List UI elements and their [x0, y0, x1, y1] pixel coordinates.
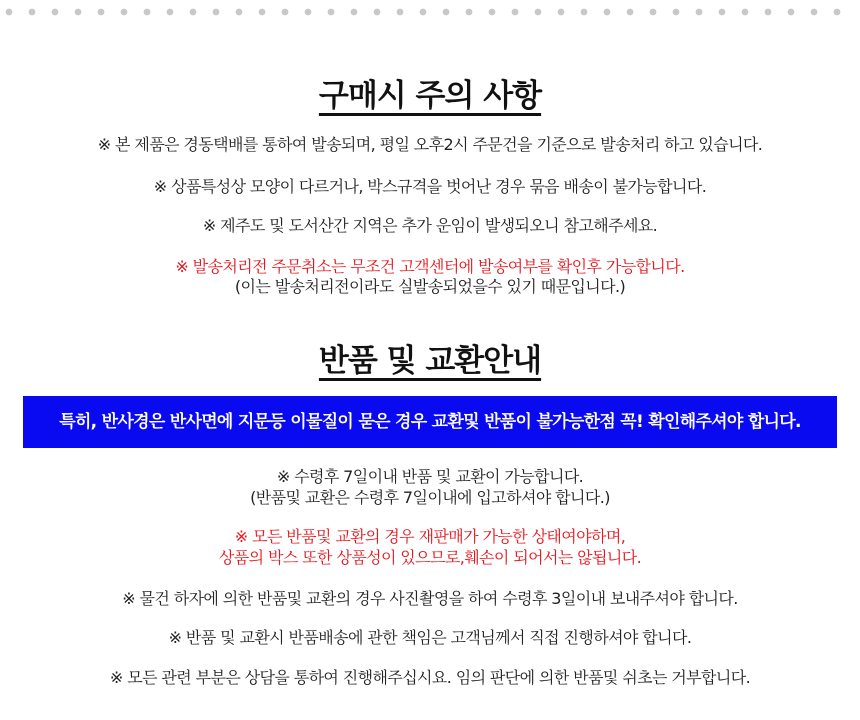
dotted-divider	[0, 4, 860, 20]
returns-line-period: ※ 수령후 7일이내 반품 및 교환이 가능합니다.	[276, 467, 584, 486]
returns-banner: 특히, 반사경은 반사면에 지문등 이물질이 묻은 경우 교환및 반품이 불가능한점 꼭! 확인해주셔야 합니다.	[23, 396, 837, 448]
divider-dot	[397, 9, 404, 16]
divider-dot	[374, 9, 381, 16]
notice-cancel-warning: ※ 발송처리전 주문취소는 무조건 고객센터에 발송여부를 확인후 가능합니다.	[175, 257, 685, 276]
notice-line-bundle: ※ 상품특성상 모양이 다르거나, 박스규격을 벗어난 경우 묶음 배송이 불가능합니다.	[153, 177, 707, 196]
divider-dot	[98, 9, 105, 16]
divider-dot	[673, 9, 680, 16]
notice-cancel-reason: (이는 발송처리전이라도 실발송되었을수 있기 때문입니다.)	[234, 277, 626, 296]
divider-dot	[604, 9, 611, 16]
divider-dot	[719, 9, 726, 16]
divider-dot	[75, 9, 82, 16]
divider-dot	[305, 9, 312, 16]
divider-dot	[259, 9, 266, 16]
divider-dot	[144, 9, 151, 16]
divider-dot	[466, 9, 473, 16]
divider-dot	[834, 9, 841, 16]
returns-warning-resale: ※ 모든 반품및 교환의 경우 재판매가 가능한 상태여야하며,	[234, 527, 626, 546]
returns-line-defect: ※ 물건 하자에 의한 반품및 교환의 경우 사진촬영을 하여 수령후 3일이내 보내주셔야 합니다.	[122, 589, 738, 608]
returns-line-shipping-responsibility: ※ 반품 및 교환시 반품배송에 관한 책임은 고객님께서 직접 진행하셔야 합니다.	[168, 628, 692, 647]
returns-title: 반품 및 교환안내	[318, 343, 542, 379]
divider-dot	[282, 9, 289, 16]
divider-dot	[650, 9, 657, 16]
divider-dot	[558, 9, 565, 16]
divider-dot	[351, 9, 358, 16]
divider-dot	[121, 9, 128, 16]
divider-dot	[581, 9, 588, 16]
divider-dot	[512, 9, 519, 16]
divider-dot	[811, 9, 818, 16]
divider-dot	[489, 9, 496, 16]
divider-dot	[535, 9, 542, 16]
notice-line-shipping: ※ 본 제품은 경동택배를 통하여 발송되며, 평일 오후2시 주문건을 기준으로 발송처리 하고 있습니다.	[97, 135, 763, 154]
divider-dot	[190, 9, 197, 16]
returns-line-period-sub: (반품및 교환은 수령후 7일이내에 입고하셔야 합니다.)	[250, 488, 610, 507]
divider-dot	[52, 9, 59, 16]
returns-warning-box: 상품의 박스 또한 상품성이 있으므로,훼손이 되어서는 않됩니다.	[218, 548, 642, 567]
divider-dot	[236, 9, 243, 16]
divider-dot	[420, 9, 427, 16]
notice-line-island: ※ 제주도 및 도서산간 지역은 추가 운임이 발생되오니 참고해주세요.	[202, 216, 658, 235]
divider-dot	[765, 9, 772, 16]
divider-dot	[6, 9, 13, 16]
divider-dot	[627, 9, 634, 16]
purchase-notice-title: 구매시 주의 사항	[318, 78, 542, 114]
returns-line-consult: ※ 모든 관련 부분은 상담을 통하여 진행해주십시요. 임의 판단에 의한 반품및 쉬초는 거부합니다.	[109, 668, 751, 687]
divider-dot	[328, 9, 335, 16]
divider-dot	[213, 9, 220, 16]
divider-dot	[696, 9, 703, 16]
divider-dot	[742, 9, 749, 16]
divider-dot	[788, 9, 795, 16]
divider-dot	[29, 9, 36, 16]
divider-dot	[443, 9, 450, 16]
divider-dot	[167, 9, 174, 16]
